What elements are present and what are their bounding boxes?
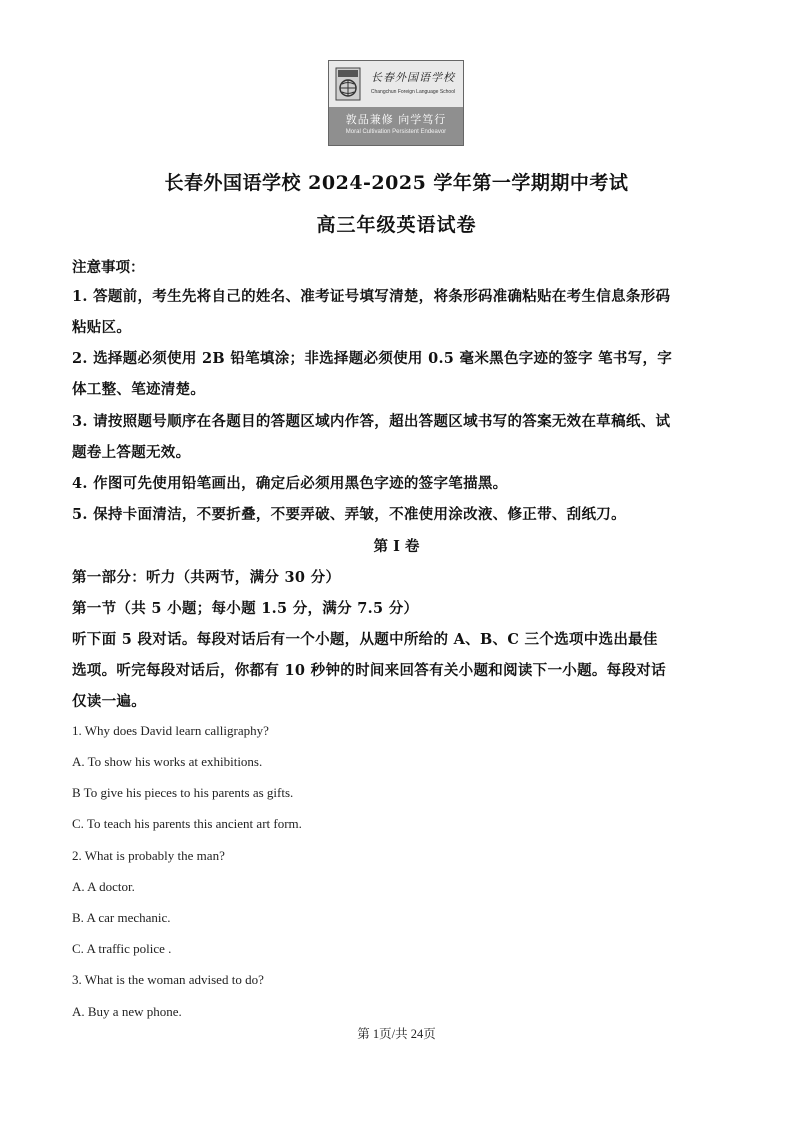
note-line: 体工整、笔迹清楚。 <box>72 381 206 398</box>
note-line: 5. 保持卡面清洁，不要折叠，不要弄破、弄皱，不准使用涂改液、修正带、刮纸刀。 <box>72 506 626 523</box>
exam-title: 长春外国语学校 2024-2025 学年第一学期期中考试 <box>164 172 629 194</box>
logo-school-name-cn: 长春外国语学校 <box>371 71 455 84</box>
note-line: 3. 请按照题号顺序在各题目的答题区域内作答，超出答题区域书写的答案无效在草稿纸、试 <box>72 413 671 430</box>
volume-heading: 第 I 卷 <box>373 538 420 555</box>
subsection-heading: 第一节（共 5 小题；每小题 1.5 分，满分 7.5 分） <box>72 600 419 617</box>
option-1a: A. To show his works at exhibitions. <box>72 754 263 769</box>
option-2a: A. A doctor. <box>72 879 135 894</box>
option-2c: C. A traffic police . <box>72 941 172 956</box>
logo-motto-en: Moral Cultivation Persistent Endeavor <box>345 129 447 135</box>
option-3a: A. Buy a new phone. <box>72 1004 182 1019</box>
instruction-line: 听下面 5 段对话。每段对话后有一个小题，从题中所给的 A、B、C 三个选项中选出最佳 <box>72 631 658 648</box>
notes-heading: 注意事项： <box>72 259 145 276</box>
question-1: 1. Why does David learn calligraphy? <box>72 723 269 738</box>
exam-subtitle: 高三年级英语试卷 <box>316 214 477 236</box>
note-line: 题卷上答题无效。 <box>72 444 191 461</box>
instruction-line: 选项。听完每段对话后，你都有 10 秒钟的时间来回答有关小题和阅读下一小题。每段对话 <box>72 662 666 679</box>
question-2: 2. What is probably the man? <box>72 848 225 863</box>
note-line: 1. 答题前，考生先将自己的姓名、准考证号填写清楚，将条形码准确粘贴在考生信息条形码 <box>72 288 671 305</box>
logo-school-name-en: Changchun Foreign Language School <box>370 89 456 95</box>
logo-motto-cn: 敦品兼修 向学笃行 <box>345 113 447 126</box>
school-logo <box>328 60 464 146</box>
note-line: 2. 选择题必须使用 2B 铅笔填涂；非选择题必须使用 0.5 毫米黑色字迹的签字 笔书写，字 <box>72 350 673 367</box>
option-2b: B. A car mechanic. <box>72 910 171 925</box>
instruction-line: 仅读一遍。 <box>72 693 146 710</box>
part-heading: 第一部分：听力（共两节，满分 30 分） <box>72 569 341 586</box>
page-number: 第 1页/共 24页 <box>357 1027 436 1041</box>
question-3: 3. What is the woman advised to do? <box>72 972 264 987</box>
logo-banner <box>329 61 463 107</box>
note-line: 4. 作图可先使用铅笔画出，确定后必须用黑色字迹的签字笔描黑。 <box>72 475 508 492</box>
school-emblem-icon <box>335 67 361 101</box>
option-1c: C. To teach his parents this ancient art form. <box>72 816 302 831</box>
note-line: 粘贴区。 <box>72 319 132 336</box>
option-1b: B To give his pieces to his parents as gifts. <box>72 785 294 800</box>
